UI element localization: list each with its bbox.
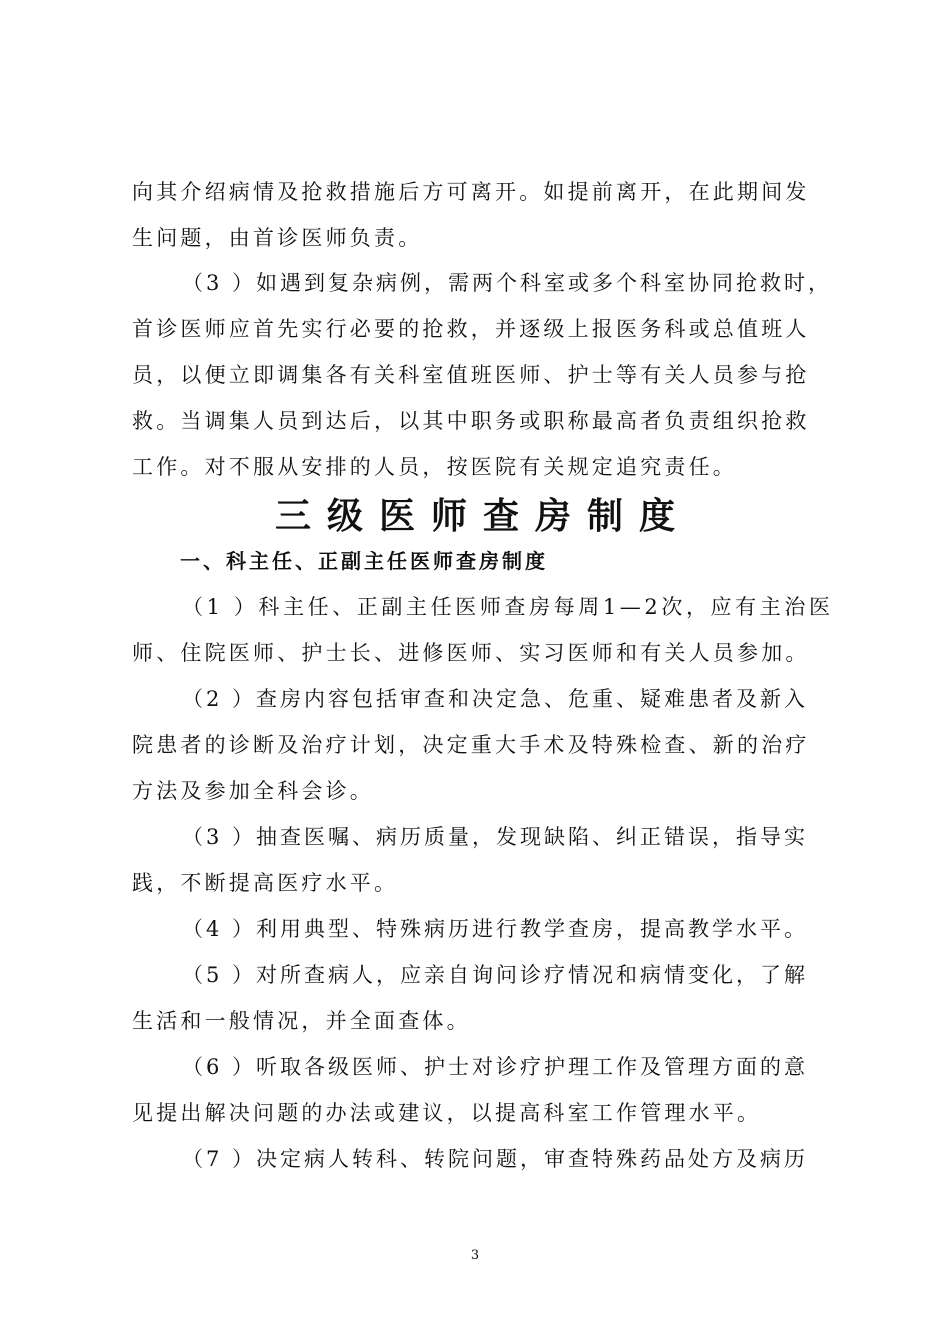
rule-1: （1 ）科主任、正副主任医师查房每周1—2次，应有主治医 — [182, 595, 834, 619]
rule-2: （2 ）查房内容包括审查和决定急、危重、疑难患者及新入 — [182, 687, 809, 711]
rule-5: （5 ）对所查病人，应亲自询问诊疗情况和病情变化，了解 — [182, 963, 809, 987]
page-number: 3 — [470, 1248, 480, 1263]
rule-3: （3 ）抽查医嘱、病历质量，发现缺陷、纠正错误，指导实 — [182, 825, 809, 849]
body-text-line: 践，不断提高医疗水平。 — [132, 871, 399, 895]
body-text-line: 员，以便立即调集各有关科室值班医师、护士等有关人员参与抢 — [132, 363, 810, 387]
body-text-line: 方法及参加全科会诊。 — [132, 779, 374, 803]
body-text-line: 院患者的诊断及治疗计划，决定重大手术及特殊检查、新的治疗 — [132, 733, 810, 757]
body-text-line: 生问题，由首诊医师负责。 — [132, 226, 423, 250]
body-text-line: 向其介绍病情及抢救措施后方可离开。如提前离开，在此期间发 — [132, 180, 810, 204]
body-text-line: 首诊医师应首先实行必要的抢救，并逐级上报医务科或总值班人 — [132, 317, 810, 341]
document-title: 三级医师查房制度 — [274, 496, 691, 537]
rule-4: （4 ）利用典型、特殊病历进行教学查房，提高教学水平。 — [182, 917, 809, 941]
body-text-line: 见提出解决问题的办法或建议，以提高科室工作管理水平。 — [132, 1101, 762, 1125]
rule-6: （6 ）听取各级医师、护士对诊疗护理工作及管理方面的意 — [182, 1055, 809, 1079]
paragraph-item-3: （3 ）如遇到复杂病例，需两个科室或多个科室协同抢救时， — [182, 271, 833, 295]
body-text-line: 师、住院医师、护士长、进修医师、实习医师和有关人员参加。 — [132, 641, 810, 665]
body-text-line: 生活和一般情况，并全面查体。 — [132, 1009, 471, 1033]
section-heading: 一、科主任、正副主任医师查房制度 — [180, 549, 548, 573]
rule-7: （7 ）决定病人转科、转院问题，审查特殊药品处方及病历 — [182, 1147, 809, 1171]
body-text-line: 救。当调集人员到达后，以其中职务或职称最高者负责组织抢救 — [132, 409, 810, 433]
body-text-line: 工作。对不服从安排的人员，按医院有关规定追究责任。 — [132, 455, 737, 479]
